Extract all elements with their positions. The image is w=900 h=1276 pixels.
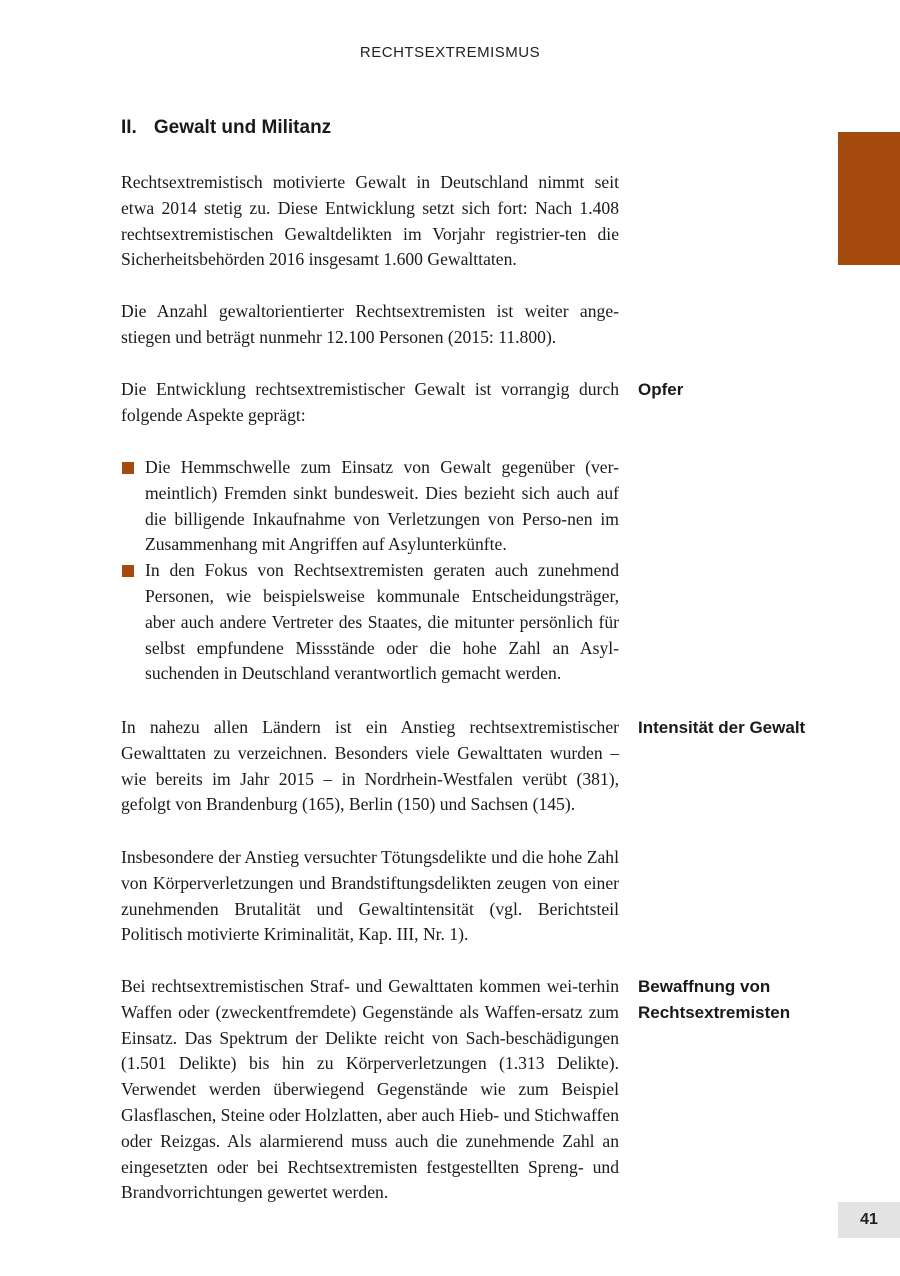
chapter-tab-marker: [838, 132, 900, 265]
list-item-text: Die Hemmschwelle zum Einsatz von Gewalt gegenüber (ver-meintlich) Fremden sinkt bundesweit. Dies bezieht sich auch auf die billigende Inkaufnahme von Verletzungen von Perso-nen im Zusammenhang mit Angriffen auf Asylunterkünfte.: [145, 457, 619, 555]
section-number: II.: [121, 117, 137, 138]
paragraph-3: Die Entwicklung rechtsextremistischer Gewalt ist vorrangig durch folgende Aspekte geprägt:: [121, 379, 619, 425]
paragraph-5: Insbesondere der Anstieg versuchter Tötungsdelikte und die hohe Zahl von Körperverletzungen und Brandstiftungsdelikten zeugen von einer zunehmenden Brutalität und Gewaltintensität (vgl. Berichtsteil Politisch motivierte Kriminalität, Kap. III, Nr. 1).: [121, 847, 619, 945]
section-title: Gewalt und Militanz: [153, 117, 332, 138]
running-header: RECHTSEXTREMISMUS: [359, 44, 541, 61]
margin-note-opfer: Opfer: [638, 380, 684, 399]
paragraph-1: Rechtsextremistisch motivierte Gewalt in Deutschland nimmt seit etwa 2014 stetig zu. Diese Entwicklung setzt sich fort: Nach 1.408 rechtsextremistischen Gewaltdelikten im Vorjahr registrier-ten die Sicherheitsbehörden 2016 insgesamt 1.600 Gewalttaten.: [121, 172, 619, 270]
aspects-list: [121, 455, 619, 687]
paragraph-6: Bei rechtsextremistischen Straf- und Gewalttaten kommen wei-terhin Waffen oder (zweckentfremdete) Gegenstände als Waffen-ersatz zum Einsatz. Das Spektrum der Delikte reicht von Sach-beschädigungen (1.501 Delikte) bis hin zu Körperverletzungen (1.313 Delikte). Verwendet werden überwiegend Gegenstände wie zum Beispiel Glasflaschen, Steine oder Holzlatten, aber auch Hieb- und Stichwaffen oder Reizgas. Als alarmierend muss auch die zunehmende Zahl an eingesetzten oder bei Rechtsextremisten festgestellten Spreng- und Brandvorrichtungen gewertet werden.: [121, 976, 619, 1203]
margin-note-intensitaet: Intensität der Gewalt: [638, 718, 806, 737]
paragraph-2: Die Anzahl gewaltorientierter Rechtsextremisten ist weiter ange-stiegen und beträgt nunmehr 12.100 Personen (2015: 11.800).: [121, 301, 619, 347]
list-item: [121, 455, 619, 558]
bullet-square-icon: [122, 462, 134, 474]
margin-note-bewaffnung: Bewaffnung von Rechtsextremisten: [638, 977, 791, 1022]
paragraph-4: In nahezu allen Ländern ist ein Anstieg rechtsextremistischer Gewalttaten zu verzeichnen. Besonders viele Gewalttaten wurden – wie bereits im Jahr 2015 – in Nordrhein-Westfalen verübt (381), gefolgt von Brandenburg (165), Berlin (150) und Sachsen (145).: [121, 717, 619, 815]
page-number: 41: [838, 1202, 900, 1238]
list-item-text: In den Fokus von Rechtsextremisten geraten auch zunehmend Personen, wie beispielsweise kommunale Entscheidungsträger, aber auch andere Vertreter des Staates, die mitunter persönlich für selbst empfundene Missstände oder die hohe Zahl an Asyl-suchenden in Deutschland verantwortlich gemacht werden.: [145, 560, 619, 684]
bullet-square-icon: [122, 565, 134, 577]
list-item: [121, 558, 619, 687]
section-heading: [121, 117, 331, 139]
